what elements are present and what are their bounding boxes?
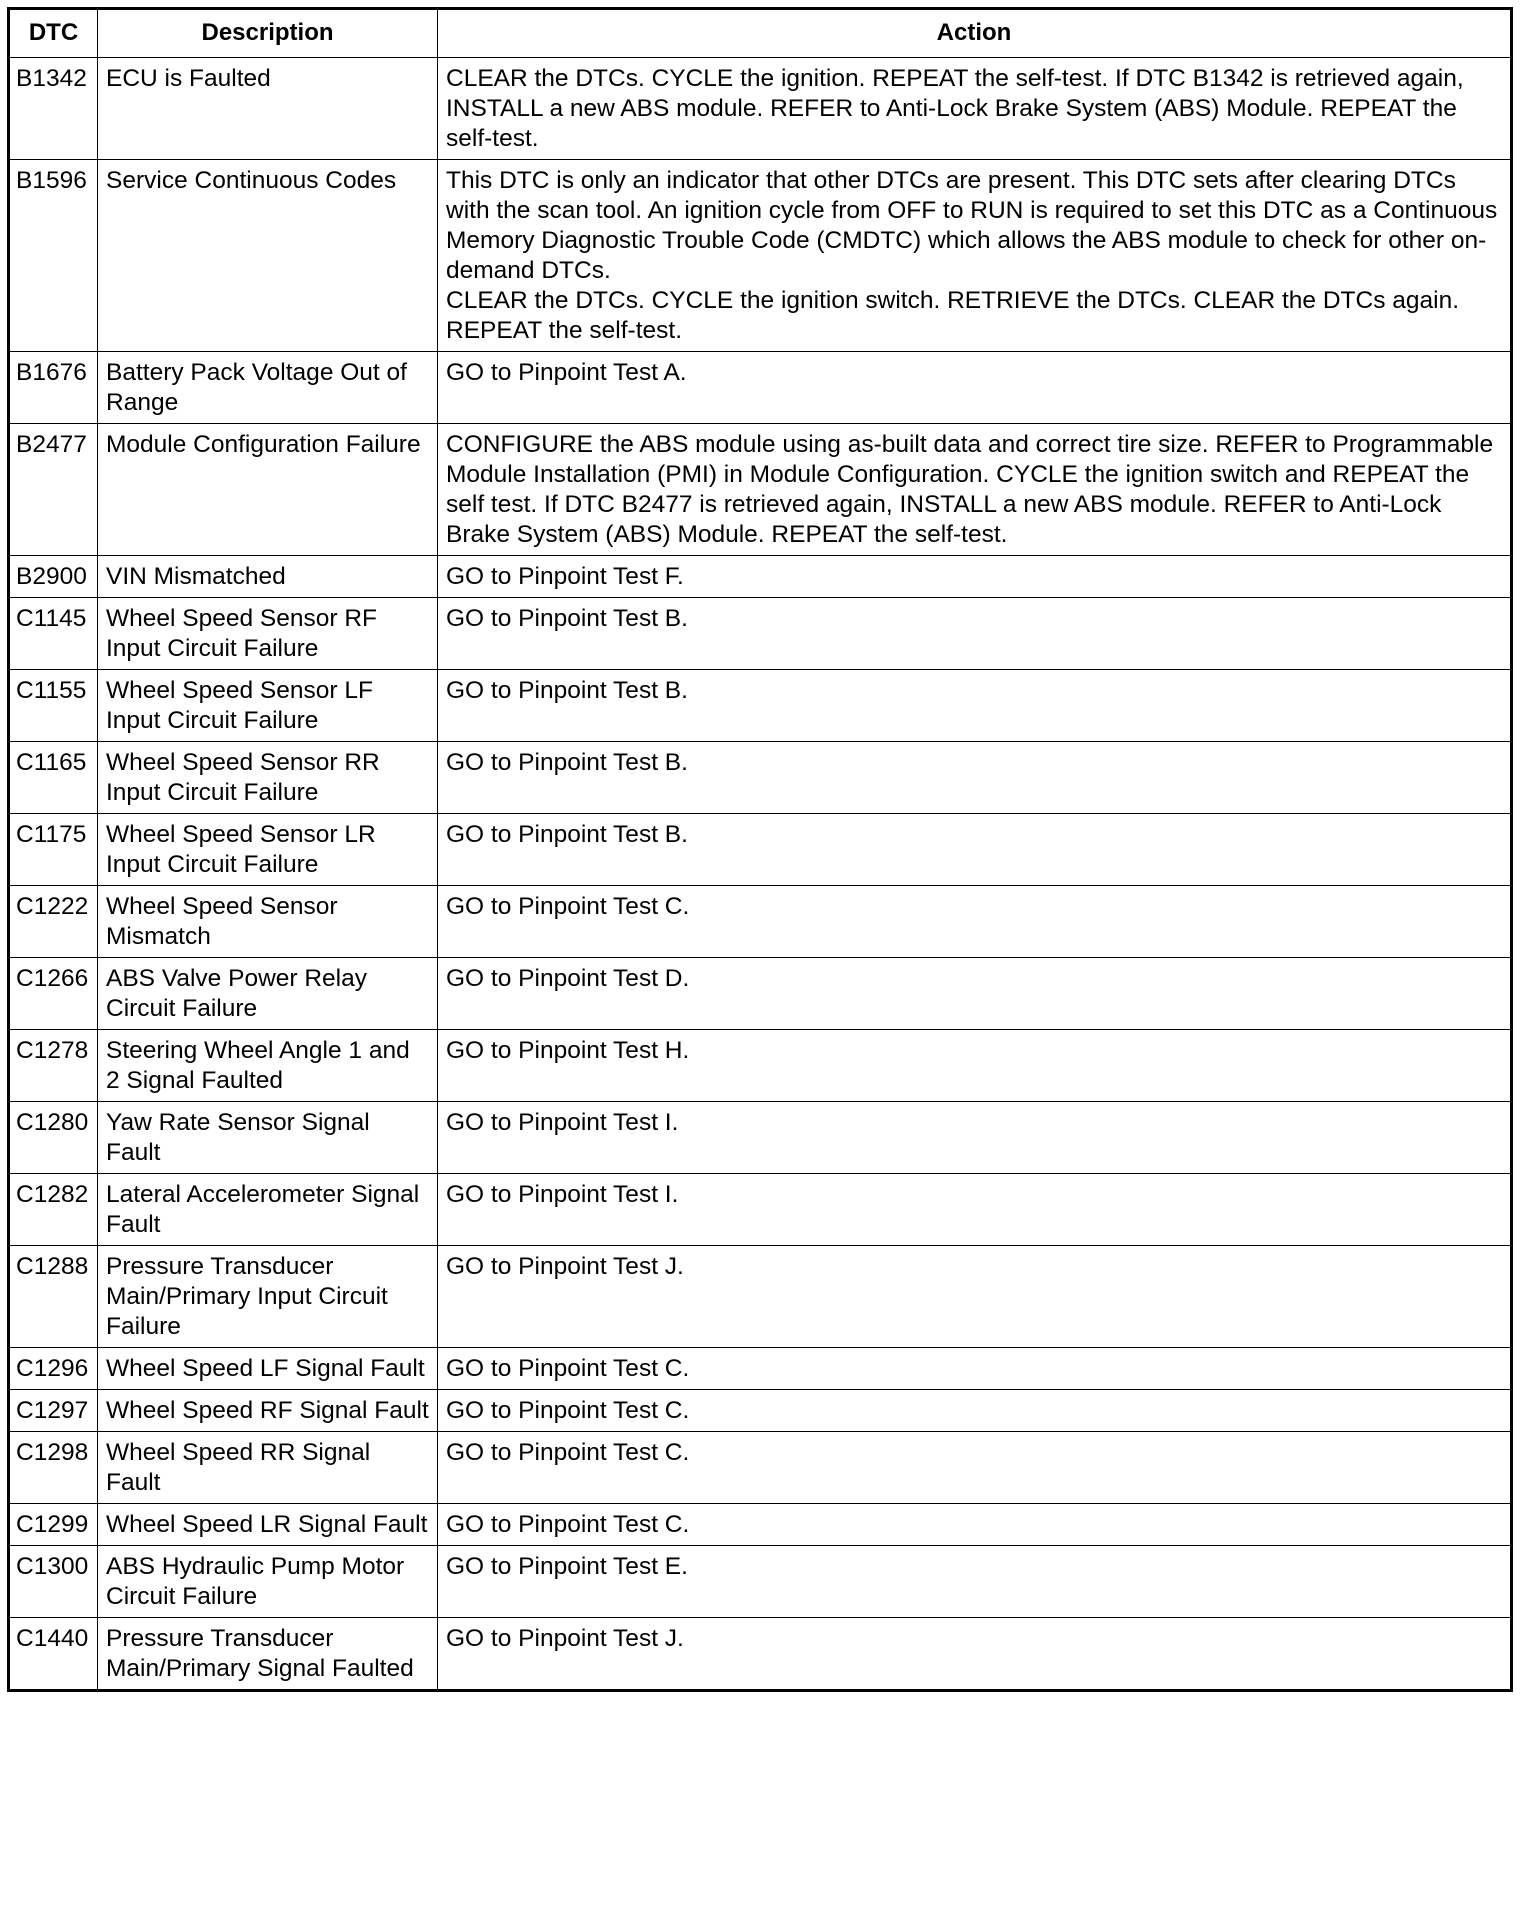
action-paragraph: GO to Pinpoint Test B. xyxy=(446,749,688,776)
description-cell: Pressure Transducer Main/Primary Input Circuit Failure xyxy=(98,1246,438,1348)
column-header-dtc: DTC xyxy=(9,9,98,58)
dtc-code-cell: C1298 xyxy=(9,1432,98,1504)
action-paragraph: GO to Pinpoint Test C. xyxy=(446,1355,690,1382)
dtc-code-cell: C1296 xyxy=(9,1348,98,1390)
dtc-code-cell: C1300 xyxy=(9,1546,98,1618)
action-paragraph: GO to Pinpoint Test C. xyxy=(446,893,690,920)
table-row xyxy=(9,1432,1512,1504)
action-cell xyxy=(438,670,1512,742)
action-paragraph: GO to Pinpoint Test B. xyxy=(446,677,688,704)
action-cell xyxy=(438,1618,1512,1691)
description-cell: Wheel Speed LR Signal Fault xyxy=(98,1504,438,1546)
dtc-code-cell: C1266 xyxy=(9,958,98,1030)
action-cell xyxy=(438,1504,1512,1546)
description-cell: ABS Valve Power Relay Circuit Failure xyxy=(98,958,438,1030)
action-paragraph: CLEAR the DTCs. CYCLE the ignition. REPEAT the self-test. If DTC B1342 is retrieved again, INSTALL a new ABS module. REFER to Anti-Lock Brake System (ABS) Module. REPEAT the self-test. xyxy=(446,65,1464,152)
description-cell: Wheel Speed RF Signal Fault xyxy=(98,1390,438,1432)
table-row xyxy=(9,1102,1512,1174)
action-cell xyxy=(438,886,1512,958)
description-cell: Wheel Speed Sensor LR Input Circuit Failure xyxy=(98,814,438,886)
action-cell xyxy=(438,556,1512,598)
table-row xyxy=(9,598,1512,670)
dtc-code-cell: C1222 xyxy=(9,886,98,958)
action-cell xyxy=(438,352,1512,424)
dtc-code-cell: C1297 xyxy=(9,1390,98,1432)
action-paragraph: GO to Pinpoint Test D. xyxy=(446,965,690,992)
table-row xyxy=(9,1546,1512,1618)
action-paragraph: GO to Pinpoint Test B. xyxy=(446,605,688,632)
table-row xyxy=(9,424,1512,556)
action-cell xyxy=(438,1102,1512,1174)
table-row xyxy=(9,1174,1512,1246)
action-paragraph: GO to Pinpoint Test H. xyxy=(446,1037,690,1064)
description-cell: Wheel Speed Sensor LF Input Circuit Failure xyxy=(98,670,438,742)
action-cell xyxy=(438,58,1512,160)
action-paragraph: GO to Pinpoint Test A. xyxy=(446,359,687,386)
dtc-table xyxy=(7,7,1513,1692)
action-paragraph: GO to Pinpoint Test E. xyxy=(446,1553,688,1580)
action-cell xyxy=(438,742,1512,814)
table-row xyxy=(9,1618,1512,1691)
description-cell: Battery Pack Voltage Out of Range xyxy=(98,352,438,424)
description-cell: Steering Wheel Angle 1 and 2 Signal Faulted xyxy=(98,1030,438,1102)
action-paragraph: GO to Pinpoint Test J. xyxy=(446,1253,684,1280)
dtc-code-cell: C1145 xyxy=(9,598,98,670)
dtc-code-cell: C1440 xyxy=(9,1618,98,1691)
description-cell: Lateral Accelerometer Signal Fault xyxy=(98,1174,438,1246)
dtc-code-cell: B2477 xyxy=(9,424,98,556)
action-paragraph: GO to Pinpoint Test C. xyxy=(446,1439,690,1466)
description-cell: VIN Mismatched xyxy=(98,556,438,598)
action-cell xyxy=(438,1390,1512,1432)
action-cell xyxy=(438,160,1512,352)
table-row xyxy=(9,556,1512,598)
description-cell: Module Configuration Failure xyxy=(98,424,438,556)
dtc-code-cell: C1278 xyxy=(9,1030,98,1102)
action-cell xyxy=(438,958,1512,1030)
table-row xyxy=(9,1246,1512,1348)
description-cell: Wheel Speed Sensor Mismatch xyxy=(98,886,438,958)
table-body xyxy=(9,58,1512,1691)
table-header-row xyxy=(9,9,1512,58)
table-row xyxy=(9,1348,1512,1390)
table-row xyxy=(9,1030,1512,1102)
dtc-code-cell: C1299 xyxy=(9,1504,98,1546)
description-cell: ECU is Faulted xyxy=(98,58,438,160)
description-cell: Service Continuous Codes xyxy=(98,160,438,352)
description-cell: Pressure Transducer Main/Primary Signal Faulted xyxy=(98,1618,438,1691)
table-row xyxy=(9,58,1512,160)
dtc-code-cell: C1165 xyxy=(9,742,98,814)
dtc-code-cell: B2900 xyxy=(9,556,98,598)
action-paragraph: GO to Pinpoint Test J. xyxy=(446,1625,684,1652)
action-cell xyxy=(438,1432,1512,1504)
column-header-action: Action xyxy=(438,9,1512,58)
action-paragraph: CLEAR the DTCs. CYCLE the ignition switch. RETRIEVE the DTCs. CLEAR the DTCs again. REPEAT the self-test. xyxy=(446,287,1460,344)
table-row xyxy=(9,670,1512,742)
dtc-code-cell: B1676 xyxy=(9,352,98,424)
description-cell: Yaw Rate Sensor Signal Fault xyxy=(98,1102,438,1174)
dtc-code-cell: C1155 xyxy=(9,670,98,742)
description-cell: Wheel Speed RR Signal Fault xyxy=(98,1432,438,1504)
action-cell xyxy=(438,424,1512,556)
action-paragraph: GO to Pinpoint Test C. xyxy=(446,1397,690,1424)
table-row xyxy=(9,814,1512,886)
dtc-code-cell: C1282 xyxy=(9,1174,98,1246)
action-paragraph: GO to Pinpoint Test I. xyxy=(446,1109,679,1136)
dtc-code-cell: C1288 xyxy=(9,1246,98,1348)
action-cell xyxy=(438,814,1512,886)
description-cell: Wheel Speed LF Signal Fault xyxy=(98,1348,438,1390)
dtc-code-cell: C1280 xyxy=(9,1102,98,1174)
action-paragraph: GO to Pinpoint Test B. xyxy=(446,821,688,848)
action-paragraph: This DTC is only an indicator that other DTCs are present. This DTC sets after clearing DTCs with the scan tool. An ignition cycle from OFF to RUN is required to set this DTC as a Continuous Memory Diagnostic Trouble Code (CMDTC) which allows the ABS module to check for other on-demand DTCs. xyxy=(446,167,1498,284)
description-cell: Wheel Speed Sensor RR Input Circuit Failure xyxy=(98,742,438,814)
dtc-code-cell: B1342 xyxy=(9,58,98,160)
table-row xyxy=(9,160,1512,352)
description-cell: ABS Hydraulic Pump Motor Circuit Failure xyxy=(98,1546,438,1618)
column-header-description: Description xyxy=(98,9,438,58)
action-cell xyxy=(438,1546,1512,1618)
action-cell xyxy=(438,598,1512,670)
table-row xyxy=(9,1504,1512,1546)
dtc-code-cell: B1596 xyxy=(9,160,98,352)
action-paragraph: GO to Pinpoint Test C. xyxy=(446,1511,690,1538)
table-row xyxy=(9,352,1512,424)
action-paragraph: GO to Pinpoint Test I. xyxy=(446,1181,679,1208)
action-cell xyxy=(438,1174,1512,1246)
action-paragraph: GO to Pinpoint Test F. xyxy=(446,563,684,590)
description-cell: Wheel Speed Sensor RF Input Circuit Failure xyxy=(98,598,438,670)
action-cell xyxy=(438,1030,1512,1102)
table-row xyxy=(9,958,1512,1030)
dtc-code-cell: C1175 xyxy=(9,814,98,886)
action-cell xyxy=(438,1246,1512,1348)
table-row xyxy=(9,886,1512,958)
action-paragraph: CONFIGURE the ABS module using as-built data and correct tire size. REFER to Programmable Module Installation (PMI) in Module Configuration. CYCLE the ignition switch and REPEAT the self test. If DTC B2477 is retrieved again, INSTALL a new ABS module. REFER to Anti-Lock Brake System (ABS) Module. REPEAT the self-test. xyxy=(446,431,1494,548)
table-row xyxy=(9,742,1512,814)
action-cell xyxy=(438,1348,1512,1390)
table-row xyxy=(9,1390,1512,1432)
